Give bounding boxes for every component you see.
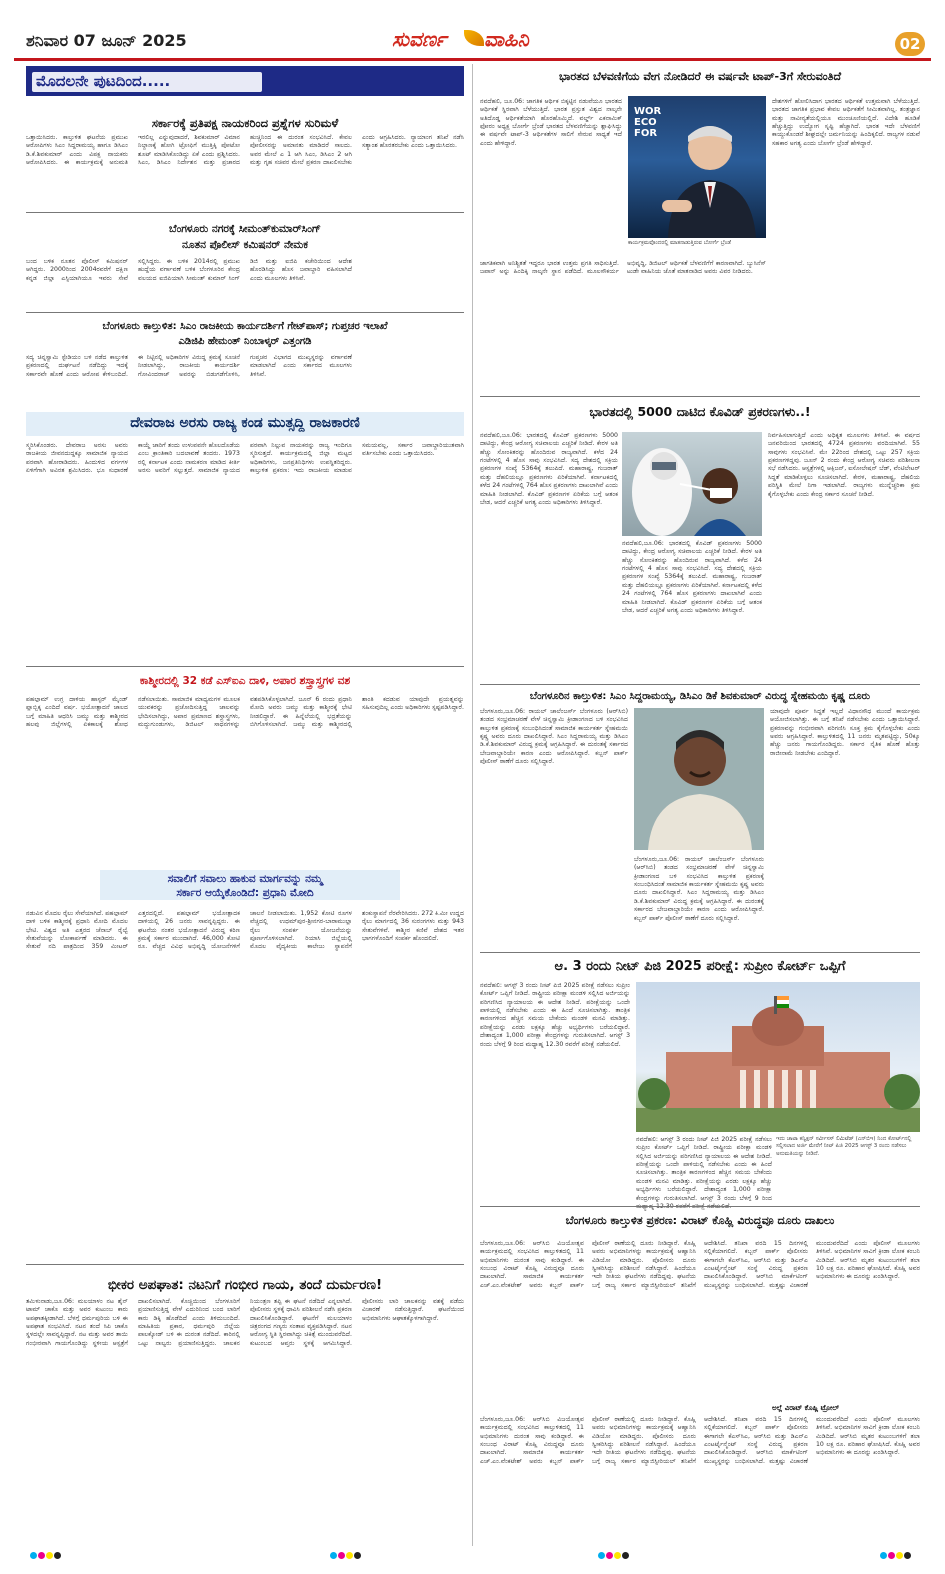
article-economy-lead: ನವದೆಹಲಿ, ಜೂ.06: ಜಾಗತಿಕ ಆರ್ಥಿಕ ಬಿಕ್ಕಟ್ಟಿನ ನಡುವೆಯೂ ಭಾರತದ ಆರ್ಥಿಕತೆ ಸ್ಥಿರವಾಗಿ ಬೆಳೆಯುತ್ತಿದೆ. ಭಾರತ ಪ್ರಸ್ತುತ ವಿಶ್ವದ ನಾಲ್ಕನೇ ಅತಿದೊಡ್ಡ ಆರ್ಥಿಕತೆಯಾಗಿ ಹೊರಹೊಮ್ಮಿದೆ. ವರ್ಲ್ಡ್ ಎಕನಾಮಿಕ್ ಫೋರಂ ಅಧ್ಯಕ್ಷ ಬೋರ್ಗೆ ಬ್ರೆಂಡೆ ಭಾರತದ ಬೆಳವಣಿಗೆಯನ್ನು ಶ್ಲಾಘಿಸಿದ್ದು ಈ ವರ್ಷವೇ ಟಾಪ್-3 ಆರ್ಥಿಕತೆಗಳ ಸಾಲಿಗೆ ಸೇರುವ ಸಾಧ್ಯತೆ ಇದೆ ಎಂದು ಹೇಳಿದ್ದಾರೆ.: [480, 98, 622, 147]
economy-photo: [628, 96, 766, 238]
headline-opposition: ಸರ್ಕಾರಕ್ಕೆ ಪ್ರತಿಪಕ್ಷ ನಾಯಕರಿಂದ ಪ್ರಶ್ನೆಗಳ ಸುರಿಮಳೆ: [151, 116, 339, 130]
article-neet-continued: ನವದೆಹಲಿ: ಆಗಸ್ಟ್ 3 ರಂದು ನೀಟ್ ಪಿಜಿ 2025 ಪರೀಕ್ಷೆ ನಡೆಸಲು ಸುಪ್ರೀಂ ಕೋರ್ಟ್ ಒಪ್ಪಿಗೆ ನೀಡಿದೆ. ರಾಷ್ಟ್ರೀಯ ಪರೀಕ್ಷಾ ಮಂಡಳಿ ಸಲ್ಲಿಸಿದ ಅರ್ಜಿಯನ್ನು ಪರಿಗಣಿಸಿದ ನ್ಯಾಯಾಲಯ ಈ ಆದೇಶ ನೀಡಿದೆ. ಪರೀಕ್ಷೆಯನ್ನು ಒಂದೇ ಪಾಳಿಯಲ್ಲಿ ನಡೆಸಬೇಕು ಎಂದು ಈ ಹಿಂದೆ ಸೂಚಿಸಲಾಗಿತ್ತು. ತಾಂತ್ರಿಕ ಕಾರಣಗಳಿಂದ ಹೆಚ್ಚಿನ ಸಮಯ ಬೇಕೆಂದು ಮಂಡಳಿ ಮನವಿ ಮಾಡಿತ್ತು. ಪರೀಕ್ಷೆಯನ್ನು ಎರಡು ಲಕ್ಷಕ್ಕೂ ಹೆಚ್ಚು ಅಭ್ಯರ್ಥಿಗಳು ಬರೆಯಲಿದ್ದಾರೆ. ದೇಶಾದ್ಯಂತ 1,000 ಪರೀಕ್ಷಾ ಕೇಂದ್ರಗಳನ್ನು ಗುರುತಿಸಲಾಗಿದೆ. ಆಗಸ್ಟ್ 3 ರಂದು ಬೆಳಗ್ಗೆ 9 ರಿಂದ: [636, 1136, 772, 1202]
register-marks-center-left: [330, 1552, 362, 1560]
feather-icon: [464, 30, 484, 46]
headline-stampede-1: ಬೆಂಗಳೂರು ಕಾಲ್ತುಳಿತ: ಸಿಎಂ ರಾಜಕೀಯ ಕಾರ್ಯದರ್ಶಿಗೆ ಗೇಟ್‌ಪಾಸ್; ಗುಪ್ತಚರ ಇಲಾಖೆ: [102, 321, 388, 332]
logo-text-right: ವಾಹಿನಿ: [484, 27, 529, 51]
supreme-court-photo: [636, 982, 920, 1132]
backdrop-word-2: ECO: [634, 117, 657, 128]
article-kohli-continued: ಬೆಂಗಳೂರು,ಜೂ.06: ಆರ್‌ಸಿಬಿ ವಿಜಯೋತ್ಸವ ಕಾರ್ಯಕ್ರಮದಲ್ಲಿ ಸಂಭವಿಸಿದ ಕಾಲ್ತುಳಿತದಲ್ಲಿ 11 ಅಭಿಮಾನಿಗಳು ದುರಂತ ಸಾವು ಕಂಡಿದ್ದಾರೆ. ಈ ಸಂಬಂಧ ವಿರಾಟ್ ಕೊಹ್ಲಿ ವಿರುದ್ಧವೂ ದೂರು ದಾಖಲಾಗಿದೆ. ಸಾಮಾಜಿಕ ಕಾರ್ಯಕರ್ತ ಎಚ್.ಎಂ.ವೆಂಕಟೇಶ್ ಅವರು ಕಬ್ಬನ್ ಪಾರ್ಕ್ ಪೊಲೀಸ್ ಠಾಣೆಯಲ್ಲಿ ದೂರು ನೀಡಿದ್ದಾರೆ. ಕೊಹ್ಲಿ ಅವರು ಅಭಿಮಾನಿಗಳನ್ನು ಕಾರ್ಯಕ್ರಮಕ್ಕೆ ಆಹ್ವಾನಿಸಿ ವಿಡಿಯೋ ಮಾಡಿದ್ದರು. ಪೊಲೀಸರು ದೂರು ಸ್ವೀಕರಿಸಿದ್ದು ಪರಿಶೀಲನೆ ನಡೆಸಿದ್ದಾರೆ. ಹಿಂದೆಯೂ ಇದೇ ರೀತಿಯ ಘಟನೆಗಳು ನಡೆದಿದ್ದವು. ಘಟನೆಯ ಬಗ್ಗೆ ರಾಜ್ಯ ಸರ್ಕಾರ ಮ್ಯಾಜಿಸ್ಟೀರಿಯಲ್ ತನಿಖೆಗೆ ಆದೇಶಿಸಿದೆ. ತನಿಖಾ ವರದಿ 15 ದಿನಗಳಲ್ಲಿ ಸಲ್ಲಿಕೆಯಾಗಲಿದೆ. ಕಬ್ಬನ್ ಪಾರ್ಕ್ ಪೊಲೀಸರು ಈಗಾಗಲೇ ಕೆಎಸ್‌ಸಿಎ, ಆರ್‌ಸಿಬಿ ಮತ್ತು ಡಿಎನ್‌ಎ ಎಂಟರ್ಟೈನ್ಮೆಂಟ್ ಸಂಸ್ಥೆ ವಿರುದ್ಧ ಪ್ರಕರಣ ದಾಖಲಿಸಿಕೊಂಡಿದ್ದಾರೆ. ಆರ್‌ಸಿಬಿ ಮಾರ್ಕೆಟಿಂಗ್ ಮುಖ್ಯಸ್ಥರನ್ನು ಬಂಧಿಸಲಾಗಿದೆ. ಮತ್ತಷ್ಟು ವಿಚಾರಣೆ ಮುಂದುವರೆದಿದೆ ಎಂದು ಪೊಲೀಸ್ ಮೂಲಗಳು ತಿಳಿಸಿವೆ. ಅಭಿಮಾನಿಗಳ ಸಾವಿಗೆ ಕ್ರೀಡಾ ಲೋಕ ಕಂಬನಿ ಮಿಡಿದಿದೆ. ಆರ್‌ಸಿಬಿ ಮೃತರ ಕುಟುಂಬಗಳಿಗೆ ತಲಾ 10 ಲಕ್ಷ ರೂ. ಪರಿಹಾರ ಘೋಷಿಸಿದೆ. ಕೊಹ್ಲಿ ಅವರ ಅಭಿಮಾನಿಗಳು ಈ ದೂರನ್ನು ಖಂಡಿಸಿದ್ದಾರೆ.: [480, 1416, 920, 1465]
issue-date: ಶನಿವಾರ 07 ಜೂನ್ 2025: [26, 31, 187, 50]
register-marks-center-right: [598, 1552, 630, 1560]
headline-economy: ಭಾರತದ ಬೆಳವಣಿಗೆಯ ವೇಗ ನೋಡಿದರೆ ಈ ವರ್ಷವೇ ಟಾಪ್-3ಗೆ ಸೇರುವಂತಿದೆ: [558, 70, 842, 83]
article-accident-body: ತಮಿಳುನಾಡು,ಜೂ.06: ಮಲಯಾಳಂ ನಟ ಶೈನ್ ಟಾಮ್ ಚಾಕೊ ಮತ್ತು ಅವರ ಕುಟುಂಬ ಕಾರು ಅಪಘಾತಕ್ಕೀಡಾಗಿದೆ. ಬೆಳಗ್ಗೆ ಧರ್ಮಪುರಿಯ ಬಳಿ ಈ ಅಪಘಾತ ಸಂಭವಿಸಿದೆ. ನಟನ ತಂದೆ ಸಿಪಿ ಚಾಕೊ ಸ್ಥಳದಲ್ಲೇ ಸಾವನ್ನಪ್ಪಿದ್ದಾರೆ. ನಟ ಮತ್ತು ಅವರ ತಾಯಿ ಗಂಭೀರವಾಗಿ ಗಾಯಗೊಂಡಿದ್ದು ಸ್ಥಳೀಯ ಆಸ್ಪತ್ರೆಗೆ ದಾಖಲಿಸಲಾಗಿದೆ. ಕೊಚ್ಚಿಯಿಂದ ಬೆಂಗಳೂರಿಗೆ ಪ್ರಯಾಣಿಸುತ್ತಿದ್ದ ವೇಳೆ ಎದುರಿನಿಂದ ಬಂದ ಲಾರಿಗೆ ಕಾರು ಡಿಕ್ಕಿ ಹೊಡೆದಿದೆ ಎಂದು ತಿಳಿದುಬಂದಿದೆ. ಮಾಹಿತಿಯ ಪ್ರಕಾರ, ಧರ್ಮಪುರಿ ಜಿಲ್ಲೆಯ ಪಾಲಕ್ಕೋಡ್ ಬಳಿ ಈ ದುರಂತ ನಡೆದಿದೆ. ಕಾರಿನಲ್ಲಿ ಒಟ್ಟು ನಾಲ್ವರು ಪ್ರಯಾಣಿಸುತ್ತಿದ್ದರು. ಚಾಲಕನ ನಿಯಂತ್ರಣ ತಪ್ಪಿ ಈ ಘಟನೆ ನಡೆದಿದೆ ಎನ್ನಲಾಗಿದೆ. ಪೊಲೀಸರು ಸ್ಥಳಕ್ಕೆ ಧಾವಿಸಿ ಪರಿಶೀಲನೆ ನಡೆಸಿ ಪ್ರಕರಣ ದಾಖಲಿಸಿಕೊಂಡಿದ್ದಾರೆ. ಘಟನೆಗೆ ಮಲಯಾಳಂ ಚಿತ್ರರಂಗದ ಗಣ್ಯರು ಸಂತಾಪ ವ್ಯಕ್ತಪಡಿಸಿದ್ದಾರೆ. ನಟನ ಆರೋಗ್ಯ ಸ್ಥಿತಿ ಸ್ಥಿರವಾಗಿದ್ದು ಚಿಕಿತ್ಸೆ ಮುಂದುವರೆದಿದೆ. ಕುಟುಂಬದ ಆಪ್ತರು ಸ್ಥಳಕ್ಕೆ ಆಗಮಿಸಿದ್ದಾರೆ. ಪೊಲೀಸರು ಲಾರಿ ಚಾಲಕನನ್ನು ವಶಕ್ಕೆ ಪಡೆದು ವಿಚಾರಣೆ ನಡೆಸುತ್ತಿದ್ದಾರೆ. ಘಟನೆಯಿಂದ ಅಭಿಮಾನಿಗಳು ಆಘಾತಕ್ಕೊಳಗಾಗಿದ್ದಾರೆ.: [26, 1298, 464, 1347]
article-opposition-body: ಒತ್ತಾಯಿಸಿದರು. ಕಾಲ್ತುಳಿತ ಘಟನೆಯ ಪ್ರಮುಖ ಆರೋಪಿಗಳು ಸಿಎಂ ಸಿದ್ದರಾಮಯ್ಯ ಹಾಗೂ ಡಿಸಿಎಂ ಡಿ.ಕೆ.ಶಿವಕುಮಾರ್ ಎಂದು ವಿಪಕ್ಷ ನಾಯಕರು ಆರೋಪಿಸಿದರು. ಈ ಕಾರ್ಯಕ್ರಮಕ್ಕೆ ಅನುಮತಿ ಇರಲಿಲ್ಲ ಎನ್ನುವುದಾದರೆ, ಶಿವಕುಮಾರ್ ವಿಮಾನ ನಿಲ್ದಾಣಕ್ಕೆ ಹೋಗಿ ಟ್ರೋಫಿಗೆ ಮುತ್ತಿಕ್ಕಿ ಪೋಟೋ ಶೂಟ್ ಮಾಡಿಸಿಕೊಂಡಿದ್ದು ಏಕೆ ಎಂದು ಪ್ರಶ್ನಿಸಿದರು. ಸಿಎಂ, ಡಿಸಿಎಂ ನಿರ್ದೇಶನ ಮತ್ತು ಪ್ರಚಾರದ ಹುಚ್ಚಿನಿಂದ ಈ ದುರಂತ ಸಂಭವಿಸಿದೆ. ಕೇವಲ ಪೋಲೀಸರನ್ನು ಅಮಾನತು ಮಾಡಿದರೆ ಸಾಲದು. ಅವರ ಮೇಲೆ ಎ 1 ಆಗಿ ಸಿಎಂ, ಡಿಸಿಎಂ 2 ಆಗಿ ಮತ್ತು ಗೃಹ ಸಚಿವರ ಮೇಲೆ ಪ್ರಕರಣ ದಾಖಲಿಸಬೇಕು ಎಂದು ಆಗ್ರಹಿಸಿದರು. ನ್ಯಾಯಾಂಗ ತನಿಖೆ ನಡೆಸಿ ಸತ್ಯಾಂಶ ಹೊರತರಬೇಕು ಎಂದು ಒತ್ತಾಯಿಸಿದರು.: [26, 134, 464, 167]
forum-backdrop-text: [634, 106, 661, 139]
article-covid-left: ನವದೆಹಲಿ,ಜೂ.06: ಭಾರತದಲ್ಲಿ ಕೊವಿಡ್ ಪ್ರಕರಣಗಳು 5000 ದಾಟಿದ್ದು, ಕೇಂದ್ರ ಆರೋಗ್ಯ ಸಚಿವಾಲಯ ಎಚ್ಚರಿಕೆ ನೀಡಿದೆ. ಕೇರಳ ಅತಿ ಹೆಚ್ಚು ಸೋಂಕಿತರನ್ನು ಹೊಂದಿರುವ ರಾಜ್ಯವಾಗಿದೆ. ಕಳೆದ 24 ಗಂಟೆಗಳಲ್ಲಿ 4 ಹೊಸ ಸಾವು ಸಂಭವಿಸಿದೆ. ಸದ್ಯ ದೇಶದಲ್ಲಿ ಸಕ್ರಿಯ ಪ್ರಕರಣಗಳ ಸಂಖ್ಯೆ 5364ಕ್ಕೆ ತಲುಪಿದೆ. ಮಹಾರಾಷ್ಟ್ರ, ಗುಜರಾತ್ ಮತ್ತು ದೆಹಲಿಯಲ್ಲೂ ಪ್ರಕರಣಗಳು ಏರಿಕೆಯಾಗಿವೆ. ಕರ್ನಾಟಕದಲ್ಲಿ ಕಳೆದ 24 ಗಂಟೆಗಳಲ್ಲಿ 764 ಹೊಸ ಪ್ರಕರಣಗಳು ದಾಖಲಾಗಿವೆ ಎಂದು ಮಾಹಿತಿ ನೀಡಲಾಗಿದೆ. ಕೊವಿಡ್ ಪ್ರಕರಣಗಳ ಏರಿಕೆಯ ಬಗ್ಗೆ ಆತಂಕ ಬೇಡ, ಆದರೆ ಎಚ್ಚರಿಕೆ ಅಗತ್ಯ ಎಂದು ಅಧಿಕಾರಿಗಳು ತಿಳಿಸಿದ್ದಾರೆ.: [480, 432, 618, 506]
backdrop-word-1: WOR: [634, 106, 662, 117]
column-divider: [472, 64, 473, 1546]
court-photo-caption: ಇದು ಚಾಟಾ ಕನ್ವಿಕ್ಷನ್ ಸರ್ವೀಸಸ್ ಲಿಮಿಟೆಡ್ (ಎನ್‌ಬಿಇ) ನಿಂದ ಕೋರ್ಟ್‌ನಲ್ಲಿ ಸಲ್ಲಿಸಲಾದ ಅರ್ಜಿ ಮೇರೆಗೆ ನೀಟ್ ಪಿಜಿ 2025 ಆಗಸ್ಟ್ 3 ರಂದು ನಡೆಸಲು ಅನುಮತಿಯನ್ನು ನೀಡಿದೆ.: [776, 1136, 912, 1157]
article-economy-right: ದೇಶಗಳಿಗೆ ಹೋಲಿಸಿದಾಗ ಭಾರತದ ಆರ್ಥಿಕತೆ ಉತ್ತಮವಾಗಿ ಬೆಳೆಯುತ್ತಿದೆ. ಭಾರತದ ಜಾಗತಿಕ ಪ್ರಭಾವ ಕೇವಲ ಆರ್ಥಿಕತೆಗೆ ಸೀಮಿತವಾಗಿಲ್ಲ. ತಂತ್ರಜ್ಞಾನ ಮತ್ತು ನಾವೀನ್ಯತೆಯಲ್ಲಿಯೂ ಮುಂಚೂಣಿಯಲ್ಲಿದೆ. ವಿದೇಶಿ ಹೂಡಿಕೆ ಹೆಚ್ಚುತ್ತಿದ್ದು ಉದ್ಯೋಗ ಸೃಷ್ಟಿ ಹೆಚ್ಚಾಗಿದೆ. ಭಾರತ ಇದೇ ಬೆಳವಣಿಗೆ ಕಾಯ್ದುಕೊಂಡರೆ ಶೀಘ್ರದಲ್ಲೇ ಜರ್ಮನಿಯನ್ನು ಹಿಂದಿಕ್ಕಲಿದೆ. ರಾಜ್ಯಗಳ ನಡುವೆ ಸಹಕಾರ ಅಗತ್ಯ ಎಂದು ಬೋರ್ಗೆ ಬ್ರೆಂಡೆ ಹೇಳಿದ್ದಾರೆ.: [772, 98, 920, 147]
divider: [480, 684, 920, 685]
headline-kashmir-raid: ಕಾಶ್ಮೀರದಲ್ಲಿ 32 ಕಡೆ ಎಸ್‌ಐಎ ದಾಳಿ, ಅಪಾರ ಶಸ್ತ್ರಾಸ್ತ್ರಗಳ ವಶ: [139, 675, 351, 687]
article-devaraj-urs-body: ಸ್ಮರಿಸಿಕೊಂಡರು. ದೇವರಾಜ ಅರಸು ಅವರು ರಾಜಕೀಯ ಜೀವನದುದ್ದಕ್ಕೂ ಸಾಮಾಜಿಕ ನ್ಯಾಯದ ಪರವಾಗಿ ಹೋರಾಡಿದರು. ಹಿಂದುಳಿದ ವರ್ಗಗಳ ಏಳಿಗೆಗಾಗಿ ಅವಿರತ ಶ್ರಮಿಸಿದರು. ಭೂ ಸುಧಾರಣೆ ಕಾಯ್ದೆ ಜಾರಿಗೆ ತಂದು ಉಳುವವನೇ ಹೊಲದೊಡೆಯ ಎಂಬ ಕ್ರಾಂತಿಕಾರಿ ಬದಲಾವಣೆ ತಂದರು. 1973 ರಲ್ಲಿ ಕರ್ನಾಟಕ ಎಂದು ನಾಮಕರಣ ಮಾಡಿದ ಕೀರ್ತಿ ಅರಸು ಅವರಿಗೆ ಸಲ್ಲುತ್ತದೆ. ಸಾಮಾಜಿಕ ನ್ಯಾಯದ ಪರವಾಗಿ ನಿಲ್ಲುವ ನಾಯಕರನ್ನು ರಾಜ್ಯ ಇಂದಿಗೂ ಸ್ಮರಿಸುತ್ತದೆ. ಕಾರ್ಯಕ್ರಮದಲ್ಲಿ ಜಿಲ್ಲಾ ಮಟ್ಟದ ಅಧಿಕಾರಿಗಳು, ಜನಪ್ರತಿನಿಧಿಗಳು ಉಪಸ್ಥಿತರಿದ್ದರು. ಕಾಲ್ತುಳಿತ ಪ್ರಕರಣ: ಇದು ರಾಜಕೀಯ ಮಾಡುವ ಸಮಯವಲ್ಲ, ಸರ್ಕಾರ ಜವಾಬ್ದಾರಿಯುತವಾಗಿ ವರ್ತಿಸಬೇಕು ಎಂದು ಒತ್ತಾಯಿಸಿದರು.: [26, 442, 464, 475]
article-complaint-right: ಯಾವುದೇ ಪೂರ್ವ ಸಿದ್ಧತೆ ಇಲ್ಲದೆ ವಿಧಾನಸೌಧ ಮುಂದೆ ಕಾರ್ಯಕ್ರಮ ಆಯೋಜಿಸಲಾಗಿತ್ತು. ಈ ಬಗ್ಗೆ ತನಿಖೆ ನಡೆಸಬೇಕು ಎಂದು ಒತ್ತಾಯಿಸಿದ್ದಾರೆ. ಪ್ರಕರಣವನ್ನು ಗಂಭೀರವಾಗಿ ಪರಿಗಣಿಸಿ ಸೂಕ್ತ ಕ್ರಮ ಕೈಗೊಳ್ಳಬೇಕು ಎಂದು ಅವರು ಆಗ್ರಹಿಸಿದ್ದಾರೆ. ಕಾಲ್ತುಳಿತದಲ್ಲಿ 11 ಜನರು ಮೃತಪಟ್ಟಿದ್ದು, 50ಕ್ಕೂ ಹೆಚ್ಚು ಜನರು ಗಾಯಗೊಂಡಿದ್ದರು. ಸರ್ಕಾರ ನೈತಿಕ ಹೊಣೆ ಹೊತ್ತು ರಾಜೀನಾಮೆ ನೀಡಬೇಕು ಎಂದಿದ್ದಾರೆ.: [770, 708, 920, 757]
banner-title: ಮೊದಲನೇ ಪುಟದಿಂದ.....: [36, 72, 171, 90]
headline-stampede-2: ಎಡಿಜಿಪಿ ಹೇಮಂತ್ ನಿಂಬಾಳ್ಕರ್ ಎತ್ತಂಗಡಿ: [178, 336, 312, 347]
article-covid-right: ನಿರ್ವಹಿಸಲಾಗುತ್ತಿದೆ ಎಂದು ಅಧಿಕೃತ ಮೂಲಗಳು ತಿಳಿಸಿವೆ. ಈ ವರ್ಷದ ಜನವರಿಯಿಂದ ಭಾರತದಲ್ಲಿ 4724 ಪ್ರಕರಣಗಳು ವರದಿಯಾಗಿವೆ. 55 ಸಾವುಗಳು ಸಂಭವಿಸಿವೆ. ಮೇ 22ರಿಂದ ದೇಶದಲ್ಲಿ ಒಟ್ಟು 257 ಸಕ್ರಿಯ ಪ್ರಕರಣಗಳಿದ್ದವು. ಜೂನ್ 2 ರಂದು ಕೇಂದ್ರ ಆರೋಗ್ಯ ಸಚಿವರು ಪರಿಶೀಲನಾ ಸಭೆ ನಡೆಸಿದರು. ಆಸ್ಪತ್ರೆಗಳಲ್ಲಿ ಆಕ್ಸಿಜನ್, ಐಸೋಲೇಷನ್ ಬೆಡ್, ವೆಂಟಿಲೇಟರ್ ಸಿದ್ಧತೆ ಮಾಡಿಕೊಳ್ಳಲು ಸೂಚಿಸಲಾಗಿದೆ. ಕೇರಳ, ಮಹಾರಾಷ್ಟ್ರ, ದೆಹಲಿಯ ಪರಿಸ್ಥಿತಿ ಮೇಲೆ ನಿಗಾ ಇಡಲಾಗಿದೆ. ರಾಜ್ಯಗಳು ಮುನ್ನೆಚ್ಚರಿಕಾ ಕ್ರಮ ಕೈಗೊಳ್ಳಬೇಕು ಎಂದು ಕೇಂದ್ರ ಸರ್ಕಾರ ಸೂಚನೆ ನೀಡಿದೆ.: [768, 432, 920, 498]
article-kashmir-body: ಪಹಲ್ಗಾಮ್ ಉಗ್ರ ದಾಳಿಯ ಹಾಸ್ಪರ್ ಮೈಂಡ್ ಪ್ಲಾಬ್ಬಿಕ್ಕ ಎಂದಿದೆ ವರ್ಷ. ಭಯೋತ್ಪಾದನೆ ಜಾಲದ ಬಗ್ಗೆ ಮಾಹಿತಿ ಆಧರಿಸಿ ಜಮ್ಮು ಮತ್ತು ಕಾಶ್ಮೀರದ ಹಲವು ಜಿಲ್ಲೆಗಳಲ್ಲಿ ಏಕಕಾಲಕ್ಕೆ ಶೋಧ ನಡೆಸಲಾಯಿತು. ಸಾಮಾಜಿಕ ಮಾಧ್ಯಮಗಳ ಮೂಲಕ ಯುವಕರನ್ನು ಪ್ರಚೋದಿಸುತ್ತಿದ್ದ ಜಾಲವನ್ನು ಭೇದಿಸಲಾಗಿದ್ದು, ಅಪಾರ ಪ್ರಮಾಣದ ಶಸ್ತ್ರಾಸ್ತ್ರಗಳು, ಮದ್ದುಗುಂಡುಗಳು, ಡಿಜಿಟಲ್ ಸಾಧನಗಳನ್ನು ವಶಪಡಿಸಿಕೊಳ್ಳಲಾಗಿದೆ. ಜೂನ್ 6 ರಂದು ಪ್ರಧಾನಿ ಮೋದಿ ಅವರು ಜಮ್ಮು ಮತ್ತು ಕಾಶ್ಮೀರಕ್ಕೆ ಭೇಟಿ ನೀಡಲಿದ್ದಾರೆ. ಈ ಹಿನ್ನೆಲೆಯಲ್ಲಿ ಭದ್ರತೆಯನ್ನು ಬಿಗಿಗೊಳಿಸಲಾಗಿದೆ. ಜಮ್ಮು ಮತ್ತು ಕಾಶ್ಮೀರದಲ್ಲಿ ಶಾಂತಿ ಕದಡುವ ಯಾವುದೇ ಪ್ರಯತ್ನವನ್ನು ಸಹಿಸುವುದಿಲ್ಲ ಎಂದು ಅಧಿಕಾರಿಗಳು ಸ್ಪಷ್ಟಪಡಿಸಿದ್ದಾರೆ.: [26, 696, 464, 729]
article-economy-body: ಜಾಗತಿಕವಾಗಿ ಅನಿಶ್ಚಿತತೆ ಇದ್ದರೂ ಭಾರತ ಉತ್ತಮ ಪ್ರಗತಿ ಸಾಧಿಸುತ್ತಿದೆ. ಜಪಾನ್ ಅನ್ನು ಹಿಂದಿಕ್ಕಿ ನಾಲ್ಕನೇ ಸ್ಥಾನ ಪಡೆದಿದೆ. ಮೂಲಸೌಕರ್ಯ ಅಭಿವೃದ್ಧಿ, ಡಿಜಿಟಲ್ ಆರ್ಥಿಕತೆ ಬೆಳವಣಿಗೆಗೆ ಕಾರಣವಾಗಿದೆ. ಬ್ಯುಸಿನೆಸ್ ಟುಡೇ ವಾಹಿನಿಯ ಜೊತೆ ಮಾತನಾಡಿದ ಅವರು ವಿವರ ನೀಡಿದರು.: [480, 260, 766, 276]
headline-covid: ಭಾರತದಲ್ಲಿ 5000 ದಾಟಿದ ಕೊವಿಡ್ ಪ್ರಕರಣಗಳು..!: [589, 404, 811, 419]
headline-complaint: ಬೆಂಗಳೂರಿನ ಕಾಲ್ತುಳಿತ: ಸಿಎಂ ಸಿದ್ದರಾಮಯ್ಯ, ಡಿಸಿಎಂ ಡಿಕೆ ಶಿವಕುಮಾರ್ ವಿರುದ್ಧ ಸ್ನೇಹಮಯಿ ಕೃಷ್ಣ ದೂರು: [529, 691, 871, 702]
article-covid-middle: ನವದೆಹಲಿ,ಜೂ.06: ಭಾರತದಲ್ಲಿ ಕೊವಿಡ್ ಪ್ರಕರಣಗಳು 5000 ದಾಟಿದ್ದು, ಕೇಂದ್ರ ಆರೋಗ್ಯ ಸಚಿವಾಲಯ ಎಚ್ಚರಿಕೆ ನೀಡಿದೆ. ಕೇರಳ ಅತಿ ಹೆಚ್ಚು ಸೋಂಕಿತರನ್ನು ಹೊಂದಿರುವ ರಾಜ್ಯವಾಗಿದೆ. ಕಳೆದ 24 ಗಂಟೆಗಳಲ್ಲಿ 4 ಹೊಸ ಸಾವು ಸಂಭವಿಸಿದೆ. ಸದ್ಯ ದೇಶದಲ್ಲಿ ಸಕ್ರಿಯ ಪ್ರಕರಣಗಳ ಸಂಖ್ಯೆ 5364ಕ್ಕೆ ತಲುಪಿದೆ. ಮಹಾರಾಷ್ಟ್ರ, ಗುಜರಾತ್ ಮತ್ತು ದೆಹಲಿಯಲ್ಲೂ ಪ್ರಕರಣಗಳು ಏರಿಕೆಯಾಗಿವೆ. ಕರ್ನಾಟಕದಲ್ಲಿ ಕಳೆದ 24 ಗಂಟೆಗಳಲ್ಲಿ 764 ಹೊಸ ಪ್ರಕರಣಗಳು ದಾಖಲಾಗಿವೆ ಎಂದು ಮಾಹಿತಿ ನೀಡಲಾಗಿದೆ. ಕೊವಿಡ್ ಪ್ರಕರಣಗಳ ಏರಿಕೆಯ ಬಗ್ಗೆ ಆತಂಕ ಬೇಡ, ಆದರೆ ಎಚ್ಚರಿಕೆ ಅಗತ್ಯ ಎಂದು ಅಧಿಕಾರಿಗಳು ತಿಳಿಸಿದ್ದಾರೆ.: [622, 540, 762, 614]
headline-accident: ಭೀಕರ ಅಪಘಾತ: ನಟನಿಗೆ ಗಂಭೀರ ಗಾಯ, ತಂದೆ ದುರ್ಮರಣ!: [107, 1277, 383, 1293]
divider: [480, 396, 920, 397]
backdrop-word-3: FOR: [634, 128, 658, 139]
swab-test-illustration: [622, 432, 762, 536]
covid-photo: [622, 432, 762, 536]
article-neet-body: ನವದೆಹಲಿ: ಆಗಸ್ಟ್ 3 ರಂದು ನೀಟ್ ಪಿಜಿ 2025 ಪರೀಕ್ಷೆ ನಡೆಸಲು ಸುಪ್ರೀಂ ಕೋರ್ಟ್ ಒಪ್ಪಿಗೆ ನೀಡಿದೆ. ರಾಷ್ಟ್ರೀಯ ಪರೀಕ್ಷಾ ಮಂಡಳಿ ಸಲ್ಲಿಸಿದ ಅರ್ಜಿಯನ್ನು ಪರಿಗಣಿಸಿದ ನ್ಯಾಯಾಲಯ ಈ ಆದೇಶ ನೀಡಿದೆ. ಪರೀಕ್ಷೆಯನ್ನು ಒಂದೇ ಪಾಳಿಯಲ್ಲಿ ನಡೆಸಬೇಕು ಎಂದು ಈ ಹಿಂದೆ ಸೂಚಿಸಲಾಗಿತ್ತು. ತಾಂತ್ರಿಕ ಕಾರಣಗಳಿಂದ ಹೆಚ್ಚಿನ ಸಮಯ ಬೇಕೆಂದು ಮಂಡಳಿ ಮನವಿ ಮಾಡಿತ್ತು. ಪರೀಕ್ಷೆಯನ್ನು ಎರಡು ಲಕ್ಷಕ್ಕೂ ಹೆಚ್ಚು ಅಭ್ಯರ್ಥಿಗಳು ಬರೆಯಲಿದ್ದಾರೆ. ದೇಶಾದ್ಯಂತ 1,000 ಪರೀಕ್ಷಾ ಕೇಂದ್ರಗಳನ್ನು ಗುರುತಿಸಲಾಗಿದೆ. ಆಗಸ್ಟ್ 3 ರಂದು ಬೆಳಗ್ಗೆ 9 ರಿಂದ ಮಧ್ಯಾಹ್ನ 12.30 ರವರೆಗೆ ಪರೀಕ್ಷೆ ನಡೆಯಲಿದೆ.: [480, 982, 630, 1048]
article-modi-body: ನಡುವಿನ ಮೊದಲ ರೈಲು ಸೇವೆಯಾಗಿದೆ. ಪಹಲ್ಗಾಮ್ ದಾಳಿ ಬಳಿಕ ಕಾಶ್ಮೀರಕ್ಕೆ ಪ್ರಧಾನಿ ಮೋದಿ ಮೊದಲ ಭೇಟಿ. ವಿಶ್ವದ ಅತಿ ಎತ್ತರದ ಚೆನಾಬ್ ರೈಲ್ವೆ ಸೇತುವೆಯನ್ನು ಲೋಕಾರ್ಪಣೆ ಮಾಡಿದರು. ಈ ಸೇತುವೆ ನದಿ ಪಾತ್ರದಿಂದ 359 ಮೀಟರ್ ಎತ್ತರದಲ್ಲಿದೆ. ಪಹಲ್ಗಾಮ್ ಭಯೋತ್ಪಾದಕ ದಾಳಿಯಲ್ಲಿ 26 ಜನರು ಸಾವನ್ನಪ್ಪಿದ್ದರು. ಈ ಘಟನೆಯ ನಂತರ ಭಯೋತ್ಪಾದನೆ ವಿರುದ್ಧ ಕಠಿಣ ಕ್ರಮಕ್ಕೆ ಸರ್ಕಾರ ಮುಂದಾಗಿದೆ. 46,000 ಕೋಟಿ ರೂ. ವೆಚ್ಚದ ವಿವಿಧ ಅಭಿವೃದ್ಧಿ ಯೋಜನೆಗಳಿಗೆ ಚಾಲನೆ ನೀಡಲಾಯಿತು. 1,952 ಕೋಟಿ ರೂಗಳ ವೆಚ್ಚದಲ್ಲಿ ಉಧಮ್‌ಪುರ-ಶ್ರೀನಗರ-ಬಾರಾಮುಲ್ಲಾ ರೈಲು ಸಂಪರ್ಕ ಯೋಜನೆಯನ್ನು ಪೂರ್ಣಗೊಳಿಸಲಾಗಿದೆ. ರಿಯಾಸಿ ಜಿಲ್ಲೆಯಲ್ಲಿ ಮೊದಲ ವೈದ್ಯಕೀಯ ಕಾಲೇಜು ಸ್ಥಾಪನೆಗೆ ಶಂಕುಸ್ಥಾಪನೆ ನೆರವೇರಿಸಿದರು. 272 ಕಿ.ಮೀ ಉದ್ದದ ರೈಲು ಮಾರ್ಗದಲ್ಲಿ 36 ಸುರಂಗಗಳು ಮತ್ತು 943 ಸೇತುವೆಗಳಿವೆ. ಕಾಶ್ಮೀರ ಕಣಿವೆ ದೇಶದ ಇತರ ಭಾಗಗಳೊಂದಿಗೆ ಸಂಪರ್ಕ ಹೊಂದಲಿದೆ.: [26, 910, 464, 951]
masthead-rule: [14, 58, 931, 61]
divider: [26, 312, 464, 313]
headline-commissioner-2: ನೂತನ ಪೊಲೀಸ್ ಕಮಿಷನರ್ ನೇಮಕ: [181, 239, 308, 251]
headline-commissioner-1: ಬೆಂಗಳೂರು ನಗರಕ್ಕೆ ಸೀಮಂತ್‌ಕುಮಾರ್‌ಸಿಂಗ್: [169, 223, 321, 235]
subhead-kohli-troll: ಅಲ್ಲೆ ವಿರಾಟ್ ಕೊಹ್ಲಿ ಟ್ರೋಲ್: [772, 1404, 840, 1412]
divider: [480, 1206, 920, 1207]
headline-modi-2: ಸರ್ಕಾರ ಆಯ್ಕೆಕೊಂಡಿದೆ: ಪ್ರಧಾನಿ ಮೋದಿ: [176, 887, 314, 899]
court-building-illustration: [636, 982, 920, 1132]
divider: [26, 666, 464, 667]
logo-text-left: ಸುವರ್ಣ: [392, 27, 447, 51]
economy-photo-caption: ಕಾರ್ಯಕ್ರಮವೊಂದರಲ್ಲಿ ಮಾತನಾಡುತ್ತಿರುವ ಬೋರ್ಗೆ ಬ್ರೆಂಡೆ: [628, 240, 731, 246]
article-kohli-body: ಬೆಂಗಳೂರು,ಜೂ.06: ಆರ್‌ಸಿಬಿ ವಿಜಯೋತ್ಸವ ಕಾರ್ಯಕ್ರಮದಲ್ಲಿ ಸಂಭವಿಸಿದ ಕಾಲ್ತುಳಿತದಲ್ಲಿ 11 ಅಭಿಮಾನಿಗಳು ದುರಂತ ಸಾವು ಕಂಡಿದ್ದಾರೆ. ಈ ಸಂಬಂಧ ವಿರಾಟ್ ಕೊಹ್ಲಿ ವಿರುದ್ಧವೂ ದೂರು ದಾಖಲಾಗಿದೆ. ಸಾಮಾಜಿಕ ಕಾರ್ಯಕರ್ತ ಎಚ್.ಎಂ.ವೆಂಕಟೇಶ್ ಅವರು ಕಬ್ಬನ್ ಪಾರ್ಕ್ ಪೊಲೀಸ್ ಠಾಣೆಯಲ್ಲಿ ದೂರು ನೀಡಿದ್ದಾರೆ. ಕೊಹ್ಲಿ ಅವರು ಅಭಿಮಾನಿಗಳನ್ನು ಕಾರ್ಯಕ್ರಮಕ್ಕೆ ಆಹ್ವಾನಿಸಿ ವಿಡಿಯೋ ಮಾಡಿದ್ದರು. ಪೊಲೀಸರು ದೂರು ಸ್ವೀಕರಿಸಿದ್ದು ಪರಿಶೀಲನೆ ನಡೆಸಿದ್ದಾರೆ. ಹಿಂದೆಯೂ ಇದೇ ರೀತಿಯ ಘಟನೆಗಳು ನಡೆದಿದ್ದವು. ಘಟನೆಯ ಬಗ್ಗೆ ರಾಜ್ಯ ಸರ್ಕಾರ ಮ್ಯಾಜಿಸ್ಟೀರಿಯಲ್ ತನಿಖೆಗೆ ಆದೇಶಿಸಿದೆ. ತನಿಖಾ ವರದಿ 15 ದಿನಗಳಲ್ಲಿ ಸಲ್ಲಿಕೆಯಾಗಲಿದೆ. ಕಬ್ಬನ್ ಪಾರ್ಕ್ ಪೊಲೀಸರು ಈಗಾಗಲೇ ಕೆಎಸ್‌ಸಿಎ, ಆರ್‌ಸಿಬಿ ಮತ್ತು ಡಿಎನ್‌ಎ ಎಂಟರ್ಟೈನ್ಮೆಂಟ್ ಸಂಸ್ಥೆ ವಿರುದ್ಧ ಪ್ರಕರಣ ದಾಖಲಿಸಿಕೊಂಡಿದ್ದಾರೆ. ಆರ್‌ಸಿಬಿ ಮಾರ್ಕೆಟಿಂಗ್ ಮುಖ್ಯಸ್ಥರನ್ನು ಬಂಧಿಸಲಾಗಿದೆ. ಮತ್ತಷ್ಟು ವಿಚಾರಣೆ ಮುಂದುವರೆದಿದೆ ಎಂದು ಪೊಲೀಸ್ ಮೂಲಗಳು ತಿಳಿಸಿವೆ. ಅಭಿಮಾನಿಗಳ ಸಾವಿಗೆ ಕ್ರೀಡಾ ಲೋಕ ಕಂಬನಿ ಮಿಡಿದಿದೆ. ಆರ್‌ಸಿಬಿ ಮೃತರ ಕುಟುಂಬಗಳಿಗೆ ತಲಾ 10 ಲಕ್ಷ ರೂ. ಪರಿಹಾರ ಘೋಷಿಸಿದೆ. ಕೊಹ್ಲಿ ಅವರ ಅಭಿಮಾನಿಗಳು ಈ ದೂರನ್ನು ಖಂಡಿಸಿದ್ದಾರೆ.: [480, 1240, 920, 1289]
section-banner: [26, 66, 464, 96]
activist-portrait: [634, 708, 764, 850]
headline-modi-1: ಸವಾಲಿಗೆ ಸವಾಲು ಹಾಕುವ ಮಾರ್ಗವನ್ನು ನಮ್ಮ: [167, 873, 323, 885]
headline-devaraj-urs: ದೇವರಾಜ ಅರಸು ರಾಜ್ಯ ಕಂಡ ಮುತ್ಸದ್ದಿ ರಾಜಕಾರಣಿ: [130, 415, 360, 431]
divider: [26, 1264, 464, 1265]
activist-photo: [634, 708, 764, 850]
headline-kohli-complaint: ಬೆಂಗಳೂರು ಕಾಲ್ತುಳಿತ ಪ್ರಕರಣ: ವಿರಾಟ್ ಕೊಹ್ಲಿ ವಿರುದ್ಧವೂ ದೂರು ದಾಖಲು: [565, 1214, 835, 1227]
divider: [26, 212, 464, 213]
page-number: 02: [895, 32, 925, 56]
headline-neet: ಆ. 3 ರಂದು ನೀಟ್ ಪಿಜಿ 2025 ಪರೀಕ್ಷೆ: ಸುಪ್ರೀಂ ಕೋರ್ಟ್ ಒಪ್ಪಿಗೆ: [554, 959, 846, 974]
divider: [480, 952, 920, 953]
article-complaint-left: ಬೆಂಗಳೂರು,ಜೂ.06: ರಾಯಲ್ ಚಾಲೆಂಜರ್ಸ್ ಬೆಂಗಳೂರು (ಆರ್‌ಸಿಬಿ) ತಂಡದ ಸಂಭ್ರಮಾಚರಣೆ ವೇಳೆ ಚಿನ್ನಸ್ವಾಮಿ ಕ್ರೀಡಾಂಗಣದ ಬಳಿ ಸಂಭವಿಸಿದ ಕಾಲ್ತುಳಿತ ಪ್ರಕರಣಕ್ಕೆ ಸಂಬಂಧಿಸಿದಂತೆ ಸಾಮಾಜಿಕ ಕಾರ್ಯಕರ್ತ ಸ್ನೇಹಮಯಿ ಕೃಷ್ಣ ಅವರು ದೂರು ದಾಖಲಿಸಿದ್ದಾರೆ. ಸಿಎಂ ಸಿದ್ದರಾಮಯ್ಯ ಮತ್ತು ಡಿಸಿಎಂ ಡಿ.ಕೆ.ಶಿವಕುಮಾರ್ ವಿರುದ್ಧ ಕ್ರಮಕ್ಕೆ ಆಗ್ರಹಿಸಿದ್ದಾರೆ. ಈ ದುರಂತಕ್ಕೆ ಸರ್ಕಾರದ ಬೇಜವಾಬ್ದಾರಿಯೇ ಕಾರಣ ಎಂದು ಆರೋಪಿಸಿದ್ದಾರೆ. ಕಬ್ಬನ್ ಪಾರ್ಕ್ ಪೊಲೀಸ್ ಠಾಣೆಗೆ ದೂರು ಸಲ್ಲಿಸಿದ್ದಾರೆ.: [480, 708, 628, 766]
register-marks-right: [880, 1552, 912, 1560]
newspaper-logo: [392, 24, 552, 54]
article-complaint-middle: ಬೆಂಗಳೂರು,ಜೂ.06: ರಾಯಲ್ ಚಾಲೆಂಜರ್ಸ್ ಬೆಂಗಳೂರು (ಆರ್‌ಸಿಬಿ) ತಂಡದ ಸಂಭ್ರಮಾಚರಣೆ ವೇಳೆ ಚಿನ್ನಸ್ವಾಮಿ ಕ್ರೀಡಾಂಗಣದ ಬಳಿ ಸಂಭವಿಸಿದ ಕಾಲ್ತುಳಿತ ಪ್ರಕರಣಕ್ಕೆ ಸಂಬಂಧಿಸಿದಂತೆ ಸಾಮಾಜಿಕ ಕಾರ್ಯಕರ್ತ ಸ್ನೇಹಮಯಿ ಕೃಷ್ಣ ಅವರು ದೂರು ದಾಖಲಿಸಿದ್ದಾರೆ. ಸಿಎಂ ಸಿದ್ದರಾಮಯ್ಯ ಮತ್ತು ಡಿಸಿಎಂ ಡಿ.ಕೆ.ಶಿವಕುಮಾರ್ ವಿರುದ್ಧ ಕ್ರಮಕ್ಕೆ ಆಗ್ರಹಿಸಿದ್ದಾರೆ. ಈ ದುರಂತಕ್ಕೆ ಸರ್ಕಾರದ ಬೇಜವಾಬ್ದಾರಿಯೇ ಕಾರಣ ಎಂದು ಆರೋಪಿಸಿದ್ದಾರೆ. ಕಬ್ಬನ್ ಪಾರ್ಕ್ ಪೊಲೀಸ್ ಠಾಣೆಗೆ ದೂರು ಸಲ್ಲಿಸಿದ್ದಾರೆ.: [634, 856, 764, 922]
register-marks-left: [30, 1552, 62, 1560]
article-stampede-body: ಸದ್ಯ ಚಿನ್ನಸ್ವಾಮಿ ಸ್ಟೇಡಿಯಂ ಬಳಿ ನಡೆದ ಕಾಲ್ತುಳಿತ ಪ್ರಕರಣದಲ್ಲಿ ದುರ್ಘಟನೆ ನಡೆದಿದ್ದು ಇದಕ್ಕೆ ಸರ್ಕಾರವೇ ಹೊಣೆ ಎಂದು ಆರೋಪ ಕೇಳಿಬಂದಿದೆ. ಈ ನಿಟ್ಟಿನಲ್ಲಿ ಅಧಿಕಾರಿಗಳ ವಿರುದ್ಧ ಕ್ರಮಕ್ಕೆ ಸೂಚನೆ ನೀಡಲಾಗಿದ್ದು, ರಾಜಕೀಯ ಕಾರ್ಯದರ್ಶಿ ಗೋವಿಂದರಾಜ್ ಅವರನ್ನು ಬಿಡುಗಡೆಗೊಳಿಸಿ, ಗುಪ್ತಚರ ವಿಭಾಗದ ಮುಖ್ಯಸ್ಥರನ್ನು ವರ್ಗಾವಣೆ ಮಾಡಲಾಗಿದೆ ಎಂದು ಸರ್ಕಾರದ ಮೂಲಗಳು ತಿಳಿಸಿವೆ.: [26, 354, 352, 378]
article-commissioner-body: ಬಂದ ಬಳಿಕ ನೂತನ ಪೊಲೀಸ್ ಕಮಿಷನರ್ ಆಗಿದ್ದರು. 2000ರಿಂದ 2004ರವರೆಗೆ ದಕ್ಷಿಣ ಕನ್ನಡ ಜಿಲ್ಲಾ ಎಸ್ಪಿಯಾಗಿಯೂ ಇವರು ಸೇವೆ ಸಲ್ಲಿಸಿದ್ದರು. ಈ ಬಳಿಕ 2014ರಲ್ಲಿ ಪ್ರಮುಖ ಹುದ್ದೆಯ ವರ್ಗಾವಣೆ ಬಳಿಕ ಬೆಂಗಳೂರಿನ ಕೇಂದ್ರ ವಲಯದ ಐಜಿಪಿಯಾಗಿ ಸೀಮಂತ್ ಕುಮಾರ್ ಸಿಂಗ್ ಡಿಜಿ ಮತ್ತು ಐಜಿಪಿ ಕಚೇರಿಯಿಂದ ಆದೇಶ ಹೊರಡಿಸಿದ್ದು ಹೊಸ ಜವಾಬ್ದಾರಿ ವಹಿಸಲಾಗಿದೆ ಎಂದು ಮೂಲಗಳು ತಿಳಿಸಿವೆ.: [26, 258, 352, 282]
